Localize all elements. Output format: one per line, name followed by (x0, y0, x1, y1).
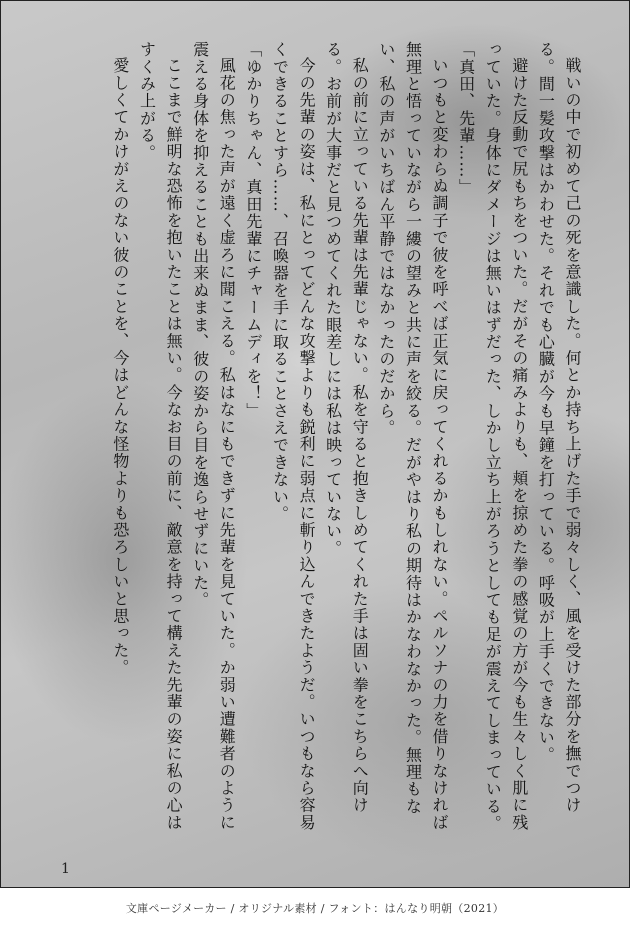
paragraph-6: 風花の焦った声が遠く虚ろに聞こえる。私はなにもできずに先輩を見ていた。か弱い遭難者のように震える身体を抑えることも出来ぬまま、彼の姿から目を逸らせずにいた。 (190, 41, 237, 831)
paragraph-4: 私の前に立っている先輩は先輩じゃない。私を守ると抱きしめてくれた手は固い拳をこちらへ向ける。お前が大事だと見つめてくれた眼差しには私は映っていない。 (323, 41, 370, 814)
paragraph-5: 今の先輩の姿は、私にとってどんな攻撃よりも鋭利に弱点に斬り込んできたようだ。いつもなら容易くできることすら……、召喚器を手に取ることさえできない。 (270, 41, 317, 831)
credit-line: 文庫ページメーカー / オリジナル素材 / フォント：はんなり明朝（2021） (125, 902, 505, 915)
paragraph-8: 愛しくてかけがえのない彼のことを、今はどんな怪物よりも恐ろしいと思った。 (110, 57, 130, 677)
paragraph-1: 戦いの中で初めて己の死を意識した。何とか持ち上げた手で弱々しく、風を受けた部分を撫でつける。間一髪攻撃はかわせた。それでも心臓が今も早鐘を打っている。呼吸が上手くできない。 (536, 41, 582, 814)
paragraph-2: 避けた反動で尻もちをついた。だがその痛みよりも、頬を掠めた拳の感覚の方が今も生々しく肌に残っていた。身体にダメージは無いはずだった、しかし立ち上がろうとしても足が震えてしまっている。 (483, 41, 529, 833)
vertical-text-body (45, 41, 585, 841)
dialogue-1: 「真田、先輩……」 (456, 41, 476, 196)
dialogue-2: 「ゆかりちゃん、真田先輩にチャームディを！」 (243, 41, 263, 420)
paragraph-3: いつもと変わらぬ調子で彼を呼べば正気に戻ってくれるかもしれない。ペルソナの力を借りなければ無理と悟っていながら一縷の望みと共に声を絞る。だがやはり私の期待はかなわなかった。無理もない、私の声がいちばん平静ではなかったのだから。 (376, 41, 450, 831)
paragraph-7: ここまで鮮明な恐怖を抱いたことは無い。今なお目の前に、敵意を持って構えた先輩の姿に私の心はすくみ上がる。 (137, 41, 184, 832)
page-number: 1 (61, 861, 70, 877)
